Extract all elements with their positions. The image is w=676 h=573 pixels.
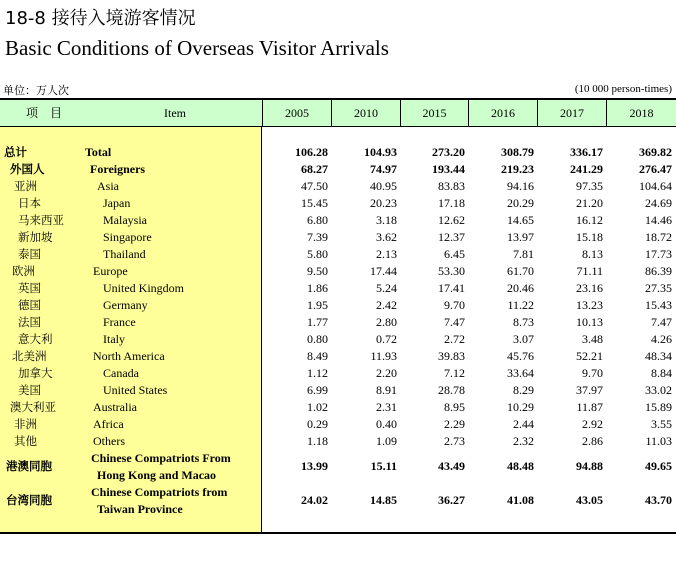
row-label-en: Chinese Compatriots from [91,485,228,499]
value-cell: 5.24 [376,281,397,295]
value-cell: 1.77 [307,315,328,329]
value-cell: 49.65 [645,459,672,473]
value-cell: 18.72 [645,230,672,244]
value-cell: 6.80 [307,213,328,227]
table-row [0,348,676,365]
value-cell: 219.23 [501,162,534,176]
value-cell: 61.70 [507,264,534,278]
value-cell: 33.02 [645,383,672,397]
row-label-cn: 德国 [18,298,41,312]
row-label-cn: 北美洲 [12,349,47,363]
value-cell: 1.18 [307,434,328,448]
unit-label-cn: 单位：万人次 [3,84,69,97]
value-cell: 3.18 [376,213,397,227]
value-cell: 11.93 [370,349,397,363]
header-year: 2018 [606,100,676,126]
header-year: 2016 [468,100,537,126]
table-row [0,178,676,195]
table-row [0,331,676,348]
value-cell: 12.62 [438,213,465,227]
value-cell: 71.11 [576,264,603,278]
value-cell: 40.95 [370,179,397,193]
value-cell: 12.37 [438,230,465,244]
row-label-en: Africa [93,417,124,431]
value-cell: 1.02 [307,400,328,414]
row-label-cn: 马来西亚 [18,213,64,227]
value-cell: 11.87 [576,400,603,414]
value-cell: 0.40 [376,417,397,431]
value-cell: 3.55 [651,417,672,431]
row-label-cn: 新加坡 [18,230,53,244]
value-cell: 7.47 [444,315,465,329]
row-label-en: Italy [103,332,125,346]
value-cell: 17.73 [645,247,672,261]
row-label-en: Asia [97,179,119,193]
value-cell: 16.12 [576,213,603,227]
table-row [0,229,676,246]
table-row [0,195,676,212]
value-cell: 15.18 [576,230,603,244]
header-year: 2015 [400,100,468,126]
value-cell: 11.22 [507,298,534,312]
value-cell: 1.86 [307,281,328,295]
row-label-cn: 加拿大 [18,366,53,380]
value-cell: 7.12 [444,366,465,380]
value-cell: 41.08 [507,493,534,507]
row-label-cn: 外国人 [10,162,45,176]
table-row [0,161,676,178]
value-cell: 6.99 [307,383,328,397]
row-label-en: Foreigners [90,162,146,176]
value-cell: 2.31 [376,400,397,414]
value-cell: 2.29 [444,417,465,431]
value-cell: 336.17 [570,145,603,159]
row-label-en: Chinese Compatriots From [91,451,231,465]
row-label-en: United States [103,383,168,397]
value-cell: 37.97 [576,383,603,397]
row-label-cn: 总计 [4,145,27,159]
row-label-cn: 欧洲 [12,264,35,278]
row-label-cn: 法国 [18,315,41,329]
value-cell: 14.85 [370,493,397,507]
row-label-en: Total [85,145,112,159]
header-item-en: Item [164,106,186,120]
value-cell: 74.97 [370,162,397,176]
value-cell: 0.80 [307,332,328,346]
value-cell: 8.73 [513,315,534,329]
value-cell: 15.45 [301,196,328,210]
value-cell: 10.13 [576,315,603,329]
value-cell: 20.29 [507,196,534,210]
value-cell: 273.20 [432,145,465,159]
table-row [0,433,676,450]
value-cell: 13.97 [507,230,534,244]
value-cell: 7.81 [513,247,534,261]
row-label-cn: 美国 [18,383,41,397]
header-year: 2005 [262,100,331,126]
row-label-en: United Kingdom [103,281,184,295]
value-cell: 14.46 [645,213,672,227]
value-cell: 23.16 [576,281,603,295]
value-cell: 15.89 [645,400,672,414]
value-cell: 97.35 [576,179,603,193]
value-cell: 276.47 [639,162,672,176]
value-cell: 1.95 [307,298,328,312]
value-cell: 24.69 [645,196,672,210]
value-cell: 47.50 [301,179,328,193]
row-label-en: Japan [103,196,131,210]
value-cell: 15.11 [370,459,397,473]
statistics-table [0,98,676,534]
table-row [0,263,676,280]
value-cell: 13.23 [576,298,603,312]
value-cell: 27.35 [645,281,672,295]
value-cell: 28.78 [438,383,465,397]
value-cell: 4.26 [651,332,672,346]
value-cell: 2.32 [513,434,534,448]
value-cell: 5.80 [307,247,328,261]
value-cell: 13.99 [301,459,328,473]
value-cell: 68.27 [301,162,328,176]
row-label-en: France [103,315,136,329]
table-row [0,450,676,484]
value-cell: 9.70 [582,366,603,380]
value-cell: 36.27 [438,493,465,507]
table-row [0,297,676,314]
value-cell: 43.05 [576,493,603,507]
table-row [0,416,676,433]
row-label-en: Malaysia [103,213,147,227]
header-item-cn: 项 目 [25,106,62,120]
row-label-en: Others [93,434,125,448]
value-cell: 24.02 [301,493,328,507]
value-cell: 7.39 [307,230,328,244]
table-row [0,399,676,416]
value-cell: 17.18 [438,196,465,210]
value-cell: 3.07 [513,332,534,346]
table-row [0,144,676,161]
value-cell: 2.73 [444,434,465,448]
row-label-cn: 日本 [18,196,41,210]
value-cell: 308.79 [501,145,534,159]
header-year: 2017 [537,100,606,126]
row-label-cn: 台湾同胞 [6,493,52,507]
value-cell: 8.91 [376,383,397,397]
row-label-cn: 英国 [18,281,41,295]
table-row [0,365,676,382]
row-label-en: Canada [103,366,139,380]
row-label-cn: 澳大利亚 [10,400,56,414]
value-cell: 48.48 [507,459,534,473]
row-label-en: Germany [103,298,148,312]
value-cell: 1.12 [307,366,328,380]
value-cell: 48.34 [645,349,672,363]
value-cell: 33.64 [507,366,534,380]
value-cell: 2.86 [582,434,603,448]
value-cell: 53.30 [438,264,465,278]
value-cell: 83.83 [438,179,465,193]
unit-label-en: (10 000 person-times) [574,83,672,95]
value-cell: 8.29 [513,383,534,397]
value-cell: 2.42 [376,298,397,312]
value-cell: 52.21 [576,349,603,363]
value-cell: 45.76 [507,349,534,363]
row-label-cn: 非洲 [14,417,37,431]
row-label-en: Australia [93,400,137,414]
value-cell: 86.39 [645,264,672,278]
row-label-cn: 港澳同胞 [6,459,52,473]
value-cell: 8.49 [307,349,328,363]
table-title-en: Basic Conditions of Overseas Visitor Arrivals [5,36,389,60]
value-cell: 2.72 [444,332,465,346]
value-cell: 8.84 [651,366,672,380]
value-cell: 1.09 [376,434,397,448]
value-cell: 9.50 [307,264,328,278]
value-cell: 8.13 [582,247,603,261]
value-cell: 0.72 [376,332,397,346]
value-cell: 21.20 [576,196,603,210]
value-cell: 104.64 [639,179,672,193]
value-cell: 94.88 [576,459,603,473]
value-cell: 7.47 [651,315,672,329]
value-cell: 9.70 [444,298,465,312]
table-row [0,246,676,263]
value-cell: 0.29 [307,417,328,431]
row-label-en-line2: Hong Kong and Macao [97,468,217,482]
value-cell: 20.23 [370,196,397,210]
value-cell: 94.16 [507,179,534,193]
table-row [0,484,676,518]
value-cell: 17.44 [370,264,397,278]
value-cell: 39.83 [438,349,465,363]
value-cell: 2.92 [582,417,603,431]
value-cell: 369.82 [639,145,672,159]
value-cell: 14.65 [507,213,534,227]
value-cell: 3.48 [582,332,603,346]
header-year: 2010 [331,100,400,126]
value-cell: 17.41 [438,281,465,295]
value-cell: 2.44 [513,417,534,431]
value-cell: 104.93 [364,145,397,159]
row-label-cn: 泰国 [18,247,41,261]
row-label-en-line2: Taiwan Province [97,502,183,516]
row-label-en: Singapore [103,230,152,244]
table-row [0,212,676,229]
row-label-cn: 意大利 [18,332,53,346]
table-title-cn: 18-8 接待入境游客情况 [5,8,196,29]
value-cell: 8.95 [444,400,465,414]
table-row [0,314,676,331]
value-cell: 20.46 [507,281,534,295]
row-label-en: Europe [93,264,128,278]
row-label-en: Thailand [103,247,146,261]
table-header [0,100,676,127]
value-cell: 43.49 [438,459,465,473]
value-cell: 2.80 [376,315,397,329]
row-label-en: North America [93,349,165,363]
value-cell: 193.44 [432,162,465,176]
table-row [0,280,676,297]
row-label-cn: 其他 [14,434,37,448]
table-row [0,382,676,399]
value-cell: 241.29 [570,162,603,176]
value-cell: 11.03 [645,434,672,448]
value-cell: 2.20 [376,366,397,380]
value-cell: 10.29 [507,400,534,414]
value-cell: 2.13 [376,247,397,261]
value-cell: 15.43 [645,298,672,312]
value-cell: 43.70 [645,493,672,507]
value-cell: 106.28 [295,145,328,159]
row-label-cn: 亚洲 [14,179,37,193]
value-cell: 6.45 [444,247,465,261]
value-cell: 3.62 [376,230,397,244]
